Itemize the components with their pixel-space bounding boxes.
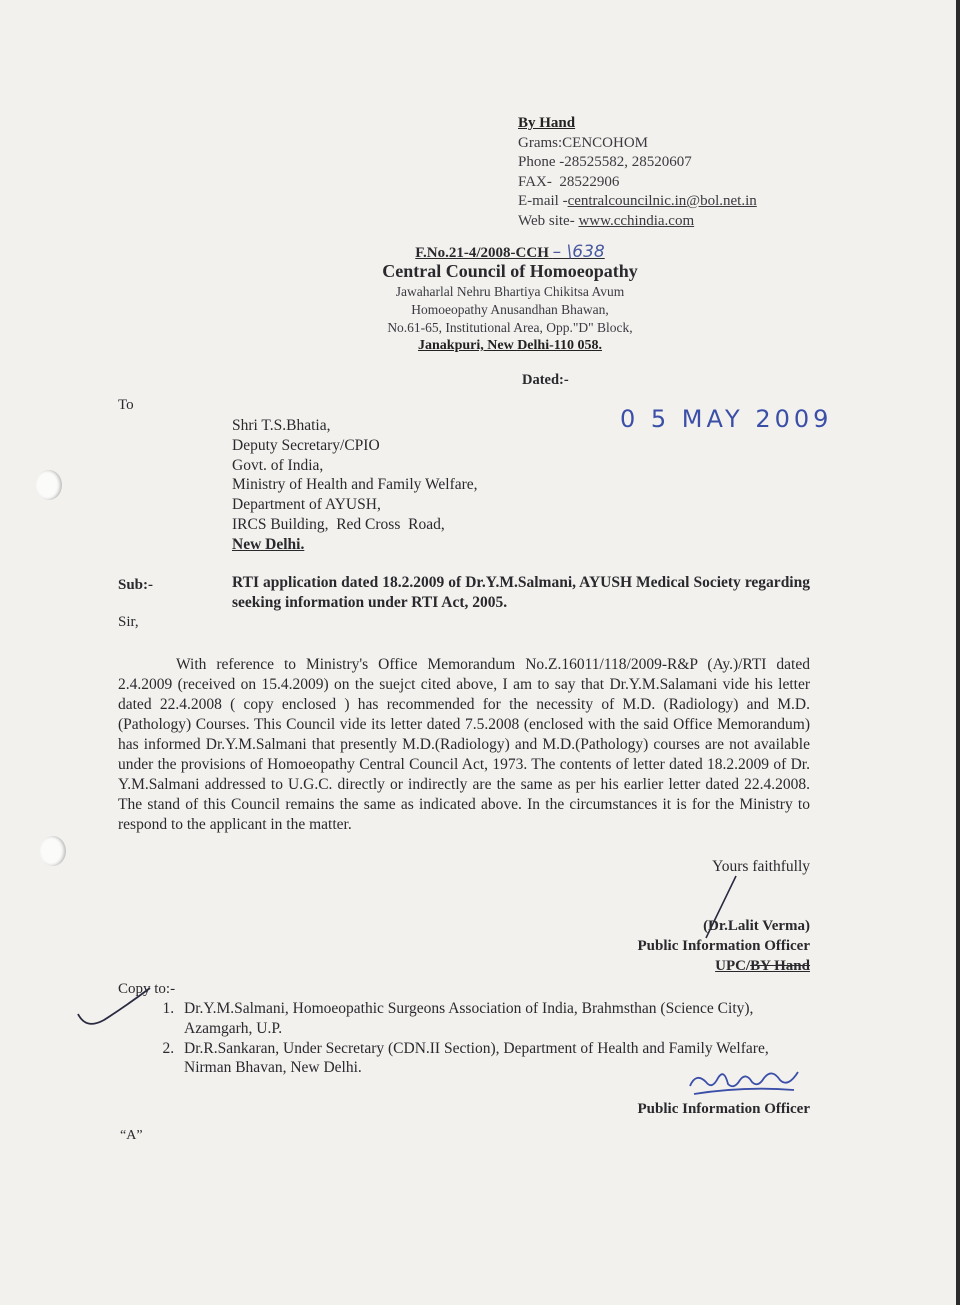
grams-line: Grams:CENCOHOM bbox=[518, 134, 648, 151]
address-line-4: Janakpuri, New Delhi-110 058. bbox=[418, 338, 602, 353]
copy-to-item: 1. Dr.Y.M.Salmani, Homoeopathic Surgeons Association of India, Brahmsthan (Science City), Azamgarh, U.P. bbox=[178, 999, 810, 1039]
address-line-2: Homoeopathy Anusandhan Bhawan, bbox=[411, 302, 609, 317]
recipient-address bbox=[232, 416, 478, 555]
closing: Yours faithfully bbox=[712, 858, 810, 875]
dated-label: Dated:- bbox=[522, 372, 569, 388]
dispatch-note bbox=[590, 956, 810, 976]
email-line bbox=[518, 192, 757, 212]
date-stamp: 0 5 MAY 2009 bbox=[620, 405, 833, 433]
dispatch-struck: BY Hand bbox=[750, 958, 810, 974]
handwritten-dispatch-number: – \638 bbox=[552, 242, 605, 262]
handwritten-signature bbox=[684, 1060, 804, 1100]
letter-body: With reference to Ministry's Office Memorandum No.Z.16011/118/2009-R&P (Ay.)/RTI dated 2.4.2009 (received on 15.4.2009) on the suejct cited above, I am to say that Dr.Y.M.Salamani vide his letter dated 22.4.2008 ( copy enclosed ) has recommended for the necessity of M.D. (Radiology) and M.D. (Pathology) Courses. This Council vide its letter dated 7.5.2008 (enclosed with the said Office Memorandum) has informed Dr.Y.M.Salmani that presently M.D.(Radiology) and M.D.(Pathology) courses are not available under the provisions of Homoeopathy Central Council Act, 1973. The contents of letter dated 18.2.2009 of Dr. Y.M.Salmani addressed to U.G.C. directly or indirectly are the same as per his earlier letter dated 22.4.2008. The stand of this Council remains the same as indicated above. In the circumstances it is for the Ministry to respond to the applicant in the matter. bbox=[118, 656, 810, 833]
subject-label: Sub:- bbox=[118, 577, 154, 593]
website-line bbox=[518, 212, 757, 232]
to-label: To bbox=[118, 397, 134, 413]
punch-hole-lower bbox=[40, 836, 66, 866]
signatory-name: (Dr.Lalit Verma) bbox=[703, 918, 810, 934]
handwritten-tick bbox=[74, 984, 154, 1030]
phone-line: Phone -28525582, 28520607 bbox=[518, 154, 692, 170]
recipient-line-6: New Delhi. bbox=[232, 535, 305, 553]
copy-to-label: Copy to:- bbox=[118, 981, 176, 997]
address-line-3: No.61-65, Institutional Area, Opp."D" Block, bbox=[387, 320, 633, 335]
recipient-line-1: Deputy Secretary/CPIO bbox=[232, 436, 380, 454]
recipient-line-3: Ministry of Health and Family Welfare, bbox=[232, 476, 478, 494]
subject-text: RTI application dated 18.2.2009 of Dr.Y.M.Salmani, AYUSH Medical Society regarding seeking information under RTI Act, 2005. bbox=[232, 574, 810, 611]
dispatch-prefix: UPC/ bbox=[715, 958, 751, 974]
letterhead-contact bbox=[518, 114, 757, 231]
council-address bbox=[260, 283, 760, 355]
signatory-title: Public Information Officer bbox=[637, 938, 810, 954]
file-number-text: F.No.21-4/2008-CCH bbox=[415, 245, 549, 261]
email-label: E-mail - bbox=[518, 193, 568, 209]
salutation: Sir, bbox=[118, 614, 139, 630]
recipient-line-5: IRCS Building, Red Cross Road, bbox=[232, 515, 445, 533]
recipient-line-4: Department of AYUSH, bbox=[232, 496, 381, 514]
signatory2-title: Public Information Officer bbox=[637, 1101, 810, 1117]
page-edge bbox=[956, 0, 960, 1305]
by-hand-label: By Hand bbox=[518, 115, 576, 131]
copy-to-item: 2. Dr.R.Sankaran, Under Secretary (CDN.II Section), Department of Health and Family Welfare, Nirman Bhavan, New Delhi. bbox=[178, 1039, 810, 1079]
fax-line: FAX- 28522906 bbox=[518, 173, 620, 190]
address-line-1: Jawaharlal Nehru Bhartiya Chikitsa Avum bbox=[395, 284, 625, 299]
signatory-block bbox=[590, 916, 810, 976]
file-number bbox=[260, 242, 760, 262]
recipient-line-2: Govt. of India, bbox=[232, 456, 324, 474]
punch-hole-upper bbox=[36, 470, 62, 500]
enclosure-mark: “A” bbox=[120, 1128, 143, 1143]
website-label: Web site- bbox=[518, 212, 579, 229]
email-link[interactable]: centralcouncilnic.in@bol.net.in bbox=[567, 193, 757, 209]
council-name: Central Council of Homoeopathy bbox=[382, 261, 638, 281]
recipient-name: Shri T.S.Bhatia, bbox=[232, 417, 331, 434]
website-link[interactable]: www.cchindia.com bbox=[578, 212, 695, 229]
